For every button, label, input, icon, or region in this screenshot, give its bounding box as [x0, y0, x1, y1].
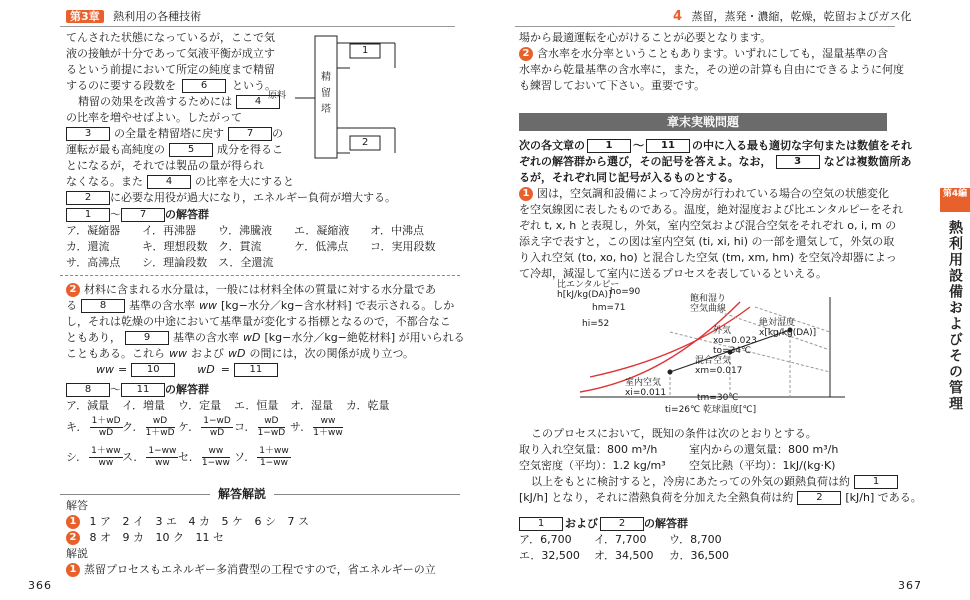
- text-line: も練習しておいて下さい。重要です。: [519, 79, 706, 92]
- answer-row: 1 1 ア 2 イ 3 エ 4 カ 5 ケ 6 シ 7 ス: [66, 514, 309, 530]
- text-line: こともある。これら ww および wD の間には，次の関係が成り立つ。: [66, 347, 415, 360]
- text-line: 以上をもとに検討すると，冷房にあたっての外気の顕熱負荷は約 1: [531, 474, 898, 490]
- section-tab-title: 熱利用設備およびその管理: [947, 220, 963, 412]
- text-line: ともあり， 9 基準の含水率 wD [kg−水分／kg−絶乾材料] が用いられる: [66, 331, 465, 344]
- answers-label: 解答: [66, 499, 88, 512]
- tower-label: 精 留 塔: [321, 72, 331, 115]
- text-line: なくなる。また 4 の比率を大にすると: [66, 175, 294, 188]
- right-page: [485, 0, 970, 600]
- text-line: とになるが，それでは製品の量が得られ: [66, 159, 264, 172]
- equation: ww = 10 wD = 11: [96, 362, 278, 378]
- blank-box: 4: [236, 95, 280, 109]
- chart-label: hm=71: [592, 303, 626, 313]
- text-line: 2 に必要な用役が過大になり，エネルギー負荷が増大する。: [66, 190, 396, 206]
- chart-label: ho=90: [610, 287, 641, 297]
- condition-row: 空気密度（平均）：1.2 kg/m³ 空気比熱（平均）：1kJ/(kg·K): [519, 459, 836, 472]
- choice-row: ア．減量 イ．増量 ウ．定量 エ．恒量 オ．湿量 カ．乾量: [66, 399, 390, 412]
- blank-box: 2: [66, 191, 110, 205]
- choice-row: カ．還流 キ．理想段数 ク．貫流 ケ．低沸点 コ．実用段数: [66, 240, 436, 253]
- chart-label: ti=26℃ 乾球温度[℃]: [665, 405, 757, 415]
- answers-heading: 解答解説: [60, 487, 460, 501]
- section-tab: [940, 188, 970, 568]
- text-line: 1 図は，空気調和設備によって冷房が行われている場合の空気の状態変化: [519, 186, 889, 202]
- chapter-title: 熱利用の各種技術: [113, 10, 202, 23]
- choice-row: サ．高沸点 シ．理論段数 ス．全還流: [66, 256, 274, 269]
- text-line: 添え字で表すと，この図は室内空気 (ti, xi, hi) の一部を還気して，外気の取: [519, 235, 895, 248]
- text-line: る 8 基準の含水率 ww [kg−水分／kg−含水材料] で表示される。しか: [66, 299, 455, 312]
- choice-row: ア．6,700 イ．7,700 ウ．8,700: [519, 533, 722, 546]
- text-line: ぞれ t, x, h と表現し，外気，室内空気および混合空気をそれぞれ o, i, m の: [519, 219, 897, 232]
- page-number: 366: [28, 579, 52, 592]
- answer-group-title: 1 ～ 7 の解答群: [66, 207, 209, 223]
- diagram-box-label: 1: [362, 45, 369, 56]
- feed-label: 原料: [268, 91, 287, 101]
- text-line: このプロセスにおいて，既知の条件は次のとおりとする。: [531, 427, 817, 440]
- text-line: るという前提において所定の純度まで精留: [66, 63, 275, 76]
- text-line: 液の接触が十分であって気液平衡が成立す: [66, 47, 275, 60]
- chart-label: 外気 xo=0.023 to=34℃: [713, 326, 757, 356]
- answer-row: 2 8 オ 9 カ 10 ク 11 セ: [66, 530, 224, 546]
- text-line: 2 材料に含まれる水分量は，一般には材料全体の質量に対する水分量であ: [66, 282, 436, 298]
- header-rule: [515, 26, 895, 27]
- text-line: てんされた状態になっているが，ここで気: [66, 31, 275, 44]
- text-line: [kJ/h] となり，それに潜熱負荷を分加えた全熱負荷は約 2 [kJ/h] である。: [519, 491, 922, 504]
- text-line: 1 蒸留プロセスもエネルギー多消費型の工程ですので，省エネルギーの立: [66, 562, 436, 578]
- answer-group-title: 8 ～ 11 の解答群: [66, 382, 209, 398]
- question-badge: 2: [66, 283, 80, 297]
- blank-box: 5: [169, 143, 213, 157]
- text-line: 水率から乾量基準の含水率に，また，その逆の計算も自由にできるように何度: [519, 63, 904, 76]
- page-number: 367: [898, 579, 922, 592]
- text-line: ぞれの解答群から選び，その記号を答えよ。なお， 3 などは複数箇所あ: [519, 155, 912, 168]
- condition-row: 取り入れ空気量：800 m³/h 室内からの還気量：800 m³/h: [519, 443, 839, 456]
- text-line: り入れ空気 (to, xo, ho) と混合した空気 (tm, xm, hm) を空気冷却器によっ: [519, 251, 897, 264]
- choice-row: エ．32,500 オ．34,500 カ．36,500: [519, 549, 730, 562]
- chart-label: hi=52: [582, 319, 610, 329]
- blank-box: 4: [147, 175, 191, 189]
- blank-box: 6: [182, 79, 226, 93]
- text-line: 精留の効果を改善するためには 4: [78, 94, 280, 110]
- text-line: を空気線図に表したものである。温度，絶対湿度および比エンタルピーをそれ: [519, 203, 904, 216]
- chart-label: 飽和湿り 空気曲線: [690, 294, 727, 314]
- section-tab-label: 第4編: [940, 188, 970, 212]
- chart-label: 室内空気 xi=0.011: [625, 378, 667, 398]
- text-line: 次の各文章の 1 ～ 11 の中に入る最も適切な字句または数値をそれ: [519, 139, 912, 152]
- answer-group-title: 1 および 2 の解答群: [519, 516, 688, 532]
- text-line: て冷却，減湿して室内に送るプロセスを表しているといえる。: [519, 267, 827, 280]
- chart-label: tm=30℃: [697, 393, 739, 403]
- diagram-box-label: 2: [362, 137, 369, 148]
- blank-box: 3: [66, 127, 110, 141]
- text-line: 場から最適運転を心がけることが必要となります。: [519, 31, 772, 44]
- header-rule: [60, 26, 455, 27]
- left-page: [0, 0, 470, 600]
- chart-label: 絶対湿度 x[kg/kg(DA)]: [759, 318, 817, 338]
- fraction-row: シ． $\frac{1+ww}{ww}$ス． $\frac{1-ww}{ww}$セ． $\frac{ww}{1-ww}$ ソ． $\frac{1+ww}{1-ww}$: [66, 446, 289, 468]
- explain-label: 解説: [66, 547, 88, 560]
- right-header: 4 蒸留，蒸発・濃縮，乾燥，乾留およびガス化: [673, 9, 912, 24]
- fraction-row: キ． $\frac{1+wD}{wD}$ク． $\frac{wD}{1+wD}$ ケ． $\frac{1-wD}{wD}$コ． $\frac{wD}{1-wD}$ サ． $\frac{ww}{1+ww}$: [66, 416, 343, 438]
- choice-row: ア．凝縮器 イ．再沸器 ウ．沸騰液 エ．凝縮液 オ．中沸点: [66, 224, 425, 237]
- text-line: 3 の全量を精留塔に戻す 7 の: [66, 126, 283, 142]
- text-line: るが，それぞれ同じ記号が入るものとする。: [519, 171, 739, 184]
- chart-label: 比エンタルピー h[kJ/kg(DA)]: [557, 280, 620, 300]
- section-title: 章末実戦問題: [519, 113, 887, 131]
- text-line: し，それは乾燥の中途において基準量が変化する指標となるので，不都合なこ: [66, 315, 451, 328]
- text-line: 2 含水率を水分率ということもあります。いずれにしても，湿量基準の含: [519, 46, 888, 62]
- blank-box: 7: [228, 127, 272, 141]
- chart-label: 混合空気 xm=0.017: [695, 356, 743, 376]
- chapter-badge: 第3章: [66, 10, 104, 23]
- text-line: 運転が最も高純度の 5 成分を得るこ: [66, 143, 283, 156]
- text-line: の比率を増やせばよい。したがって: [66, 111, 242, 124]
- divider: [60, 275, 460, 276]
- left-header: [66, 8, 201, 24]
- text-line: するのに要する段数を 6 という。: [66, 79, 276, 92]
